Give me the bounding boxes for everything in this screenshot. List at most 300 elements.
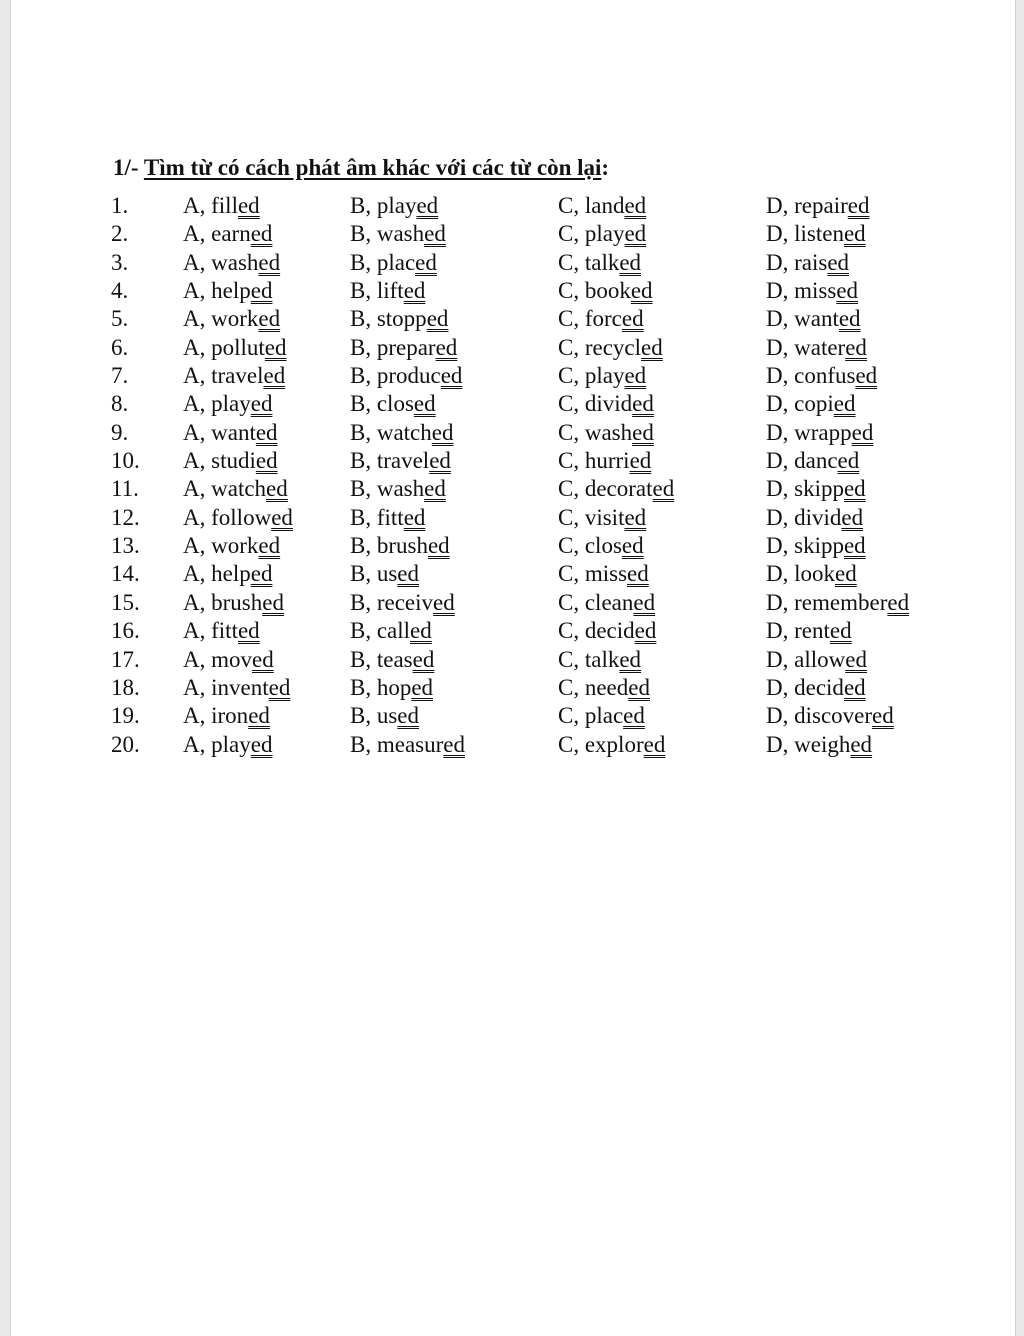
option-d [766, 617, 852, 645]
option-word-stem: wrapp [794, 419, 852, 445]
exercise-heading [113, 155, 609, 181]
option-label: B, [350, 221, 377, 247]
option-d [766, 475, 866, 503]
option-word-suffix: ed [838, 306, 861, 332]
option-word-stem: play [376, 193, 417, 218]
option-b [350, 192, 438, 220]
option-word-stem: wash [376, 221, 425, 247]
option-word-stem: remember [794, 589, 888, 615]
option-word-stem: need [584, 674, 629, 700]
option-word-stem: confus [794, 363, 856, 389]
option-word-suffix: ed [413, 391, 436, 417]
option-d [766, 504, 863, 532]
option-label: C, [558, 306, 585, 332]
question-number: 2. [111, 221, 129, 247]
option-d [766, 646, 867, 674]
option-word-suffix: ed [619, 646, 642, 672]
option-word-stem: call [376, 618, 411, 644]
option-word-suffix: ed [252, 646, 274, 672]
option-word-suffix: ed [264, 334, 287, 360]
option-word-suffix: ed [427, 533, 450, 559]
option-word-suffix: ed [443, 731, 465, 757]
question-number: 5. [111, 306, 129, 332]
option-word-suffix: ed [403, 504, 426, 530]
option-word-stem: follow [211, 504, 272, 530]
option-label: C, [558, 391, 585, 417]
option-word-suffix: ed [641, 334, 663, 360]
option-d [766, 220, 866, 248]
option-a [183, 589, 284, 617]
option-word-suffix: ed [624, 504, 647, 530]
option-word-suffix: ed [435, 334, 458, 360]
option-c [558, 362, 646, 390]
option-word-stem: discover [794, 703, 873, 729]
option-word-stem: listen [794, 221, 844, 247]
option-word-suffix: ed [255, 419, 278, 445]
option-d [766, 532, 866, 560]
option-word-suffix: ed [412, 646, 435, 672]
option-label: A, [183, 334, 212, 360]
option-word-stem: weigh [794, 731, 851, 757]
option-word-suffix: ed [237, 193, 260, 218]
question-number: 18. [111, 674, 140, 700]
option-label: A, [183, 731, 212, 757]
option-word-stem: talk [584, 646, 620, 672]
option-word-stem: help [211, 561, 251, 587]
option-b [350, 334, 457, 362]
option-word-stem: recycl [584, 334, 642, 360]
option-label: B, [350, 533, 377, 559]
question-number: 14. [111, 561, 140, 587]
option-b [350, 646, 434, 674]
option-word-stem: skipp [794, 533, 844, 559]
option-a [183, 617, 260, 645]
option-word-suffix: ed [847, 193, 870, 218]
option-label: A, [183, 646, 212, 672]
option-label: D, [766, 731, 795, 757]
option-word-suffix: ed [836, 278, 859, 304]
option-b [350, 447, 451, 475]
option-label: D, [766, 448, 795, 474]
option-word-stem: produc [376, 363, 441, 389]
option-d [766, 447, 859, 475]
option-word-suffix: ed [624, 221, 647, 247]
option-a [183, 646, 274, 674]
option-word-suffix: ed [630, 278, 653, 304]
option-label: C, [558, 703, 585, 729]
option-word-suffix: ed [827, 249, 850, 275]
option-word-stem: miss [584, 561, 628, 587]
option-c [558, 305, 644, 333]
option-b [350, 305, 448, 333]
option-a [183, 192, 260, 220]
option-word-suffix: ed [872, 703, 894, 729]
question-number: 10. [111, 448, 140, 474]
option-label: B, [350, 363, 377, 389]
option-word-stem: explor [584, 731, 644, 757]
option-c [558, 447, 651, 475]
option-word-suffix: ed [416, 193, 439, 218]
option-word-stem: look [794, 561, 836, 587]
option-label: D, [766, 703, 795, 729]
option-word-suffix: ed [851, 419, 874, 445]
option-word-stem: want [794, 306, 839, 332]
option-label: C, [558, 561, 585, 587]
option-a [183, 447, 278, 475]
option-label: B, [350, 193, 377, 218]
question-number: 8. [111, 391, 129, 417]
option-word-suffix: ed [258, 306, 281, 332]
option-label: D, [766, 674, 795, 700]
option-word-suffix: ed [627, 561, 649, 587]
option-label: C, [558, 419, 585, 445]
option-a [183, 249, 280, 277]
option-word-suffix: ed [833, 391, 856, 417]
option-word-stem: clos [376, 391, 414, 417]
option-label: A, [183, 448, 212, 474]
option-word-stem: visit [584, 504, 625, 530]
option-label: D, [766, 193, 795, 218]
option-word-stem: repair [794, 193, 848, 218]
option-word-stem: play [211, 391, 251, 417]
heading-title: Tìm từ có cách phát âm khác với các từ còn lại [143, 155, 602, 180]
option-label: B, [350, 334, 377, 360]
option-d [766, 674, 866, 702]
option-word-stem: receiv [376, 589, 434, 615]
option-label: A, [183, 561, 212, 587]
option-label: B, [350, 306, 377, 332]
option-label: C, [558, 221, 585, 247]
option-word-stem: prepar [376, 334, 436, 360]
option-label: C, [558, 533, 585, 559]
option-word-suffix: ed [629, 448, 652, 474]
option-a [183, 475, 288, 503]
option-word-stem: invent [211, 674, 269, 700]
option-c [558, 277, 653, 305]
option-a [183, 220, 272, 248]
option-label: B, [350, 618, 377, 644]
option-word-stem: play [584, 363, 625, 389]
option-b [350, 589, 455, 617]
option-label: D, [766, 504, 795, 530]
document-page [10, 0, 1016, 1336]
option-label: C, [558, 731, 585, 757]
option-c [558, 192, 646, 220]
option-word-suffix: ed [845, 334, 867, 360]
option-word-stem: brush [376, 533, 428, 559]
option-label: D, [766, 334, 795, 360]
question-number: 7. [111, 363, 129, 389]
option-word-stem: water [794, 334, 846, 360]
option-label: D, [766, 561, 795, 587]
option-word-stem: us [376, 561, 398, 587]
option-label: A, [183, 221, 212, 247]
option-word-suffix: ed [397, 561, 420, 587]
option-word-stem: fitt [211, 618, 238, 644]
option-label: B, [350, 278, 377, 304]
option-word-suffix: ed [632, 419, 654, 445]
option-word-suffix: ed [843, 221, 866, 247]
option-label: D, [766, 646, 795, 672]
option-label: B, [350, 674, 377, 700]
option-word-suffix: ed [258, 533, 281, 559]
option-word-suffix: ed [268, 674, 291, 700]
option-label: A, [183, 533, 212, 559]
option-word-stem: decid [584, 618, 635, 644]
option-word-stem: watch [211, 476, 267, 502]
option-b [350, 277, 425, 305]
option-word-suffix: ed [440, 363, 463, 389]
option-d [766, 249, 849, 277]
option-word-suffix: ed [429, 448, 451, 474]
question-number: 6. [111, 334, 129, 360]
option-word-suffix: ed [410, 618, 432, 644]
option-d [766, 731, 872, 759]
option-b [350, 674, 433, 702]
option-c [558, 731, 665, 759]
option-word-suffix: ed [850, 731, 873, 757]
question-number: 4. [111, 278, 129, 304]
option-word-stem: allow [794, 646, 846, 672]
option-word-stem: book [584, 278, 631, 304]
option-word-stem: copi [794, 391, 834, 417]
option-a [183, 731, 272, 759]
option-label: A, [183, 391, 212, 417]
option-d [766, 702, 894, 730]
option-word-stem: plac [584, 703, 624, 729]
option-word-suffix: ed [841, 504, 864, 530]
option-word-stem: clos [584, 533, 622, 559]
option-c [558, 475, 674, 503]
option-d [766, 560, 857, 588]
option-label: A, [183, 419, 212, 445]
option-b [350, 220, 446, 248]
option-word-suffix: ed [424, 221, 446, 247]
option-label: B, [350, 646, 377, 672]
option-a [183, 504, 293, 532]
question-number: 1. [111, 193, 129, 218]
question-number: 20. [111, 731, 140, 757]
option-word-stem: rais [794, 249, 828, 275]
question-number: 11. [111, 476, 139, 502]
option-word-suffix: ed [628, 674, 650, 700]
option-word-suffix: ed [632, 391, 654, 417]
option-label: B, [350, 703, 377, 729]
option-word-stem: hop [376, 674, 412, 700]
option-word-stem: pollut [211, 334, 265, 360]
option-b [350, 731, 465, 759]
option-label: C, [558, 589, 585, 615]
option-word-stem: clean [584, 589, 634, 615]
option-word-suffix: ed [837, 448, 860, 474]
option-label: C, [558, 448, 585, 474]
option-word-suffix: ed [621, 533, 644, 559]
option-label: B, [350, 731, 377, 757]
option-word-stem: work [211, 306, 259, 332]
option-label: A, [183, 193, 212, 218]
option-c [558, 617, 656, 645]
option-word-stem: land [584, 193, 625, 218]
option-label: D, [766, 306, 795, 332]
option-a [183, 532, 280, 560]
option-label: B, [350, 419, 377, 445]
option-label: C, [558, 476, 585, 502]
option-word-suffix: ed [634, 618, 657, 644]
option-label: D, [766, 278, 795, 304]
option-word-suffix: ed [843, 533, 866, 559]
option-a [183, 362, 285, 390]
option-d [766, 334, 867, 362]
option-label: A, [183, 476, 212, 502]
option-label: C, [558, 646, 585, 672]
option-word-stem: wash [211, 249, 259, 275]
question-number: 3. [111, 249, 129, 275]
option-d [766, 419, 873, 447]
option-b [350, 532, 450, 560]
option-word-stem: us [376, 703, 398, 729]
heading-prefix: 1/- [113, 155, 144, 180]
option-c [558, 419, 654, 447]
option-label: B, [350, 476, 377, 502]
option-b [350, 702, 419, 730]
option-b [350, 617, 432, 645]
option-word-suffix: ed [829, 618, 852, 644]
option-d [766, 589, 909, 617]
option-label: A, [183, 674, 212, 700]
option-word-stem: earn [211, 221, 251, 247]
option-label: B, [350, 504, 377, 530]
option-label: D, [766, 533, 795, 559]
option-word-stem: teas [376, 646, 413, 672]
option-word-suffix: ed [266, 476, 288, 502]
option-label: A, [183, 618, 212, 644]
option-b [350, 419, 453, 447]
option-label: B, [350, 561, 377, 587]
option-label: A, [183, 306, 212, 332]
option-a [183, 305, 280, 333]
question-number: 13. [111, 533, 140, 559]
option-d [766, 277, 858, 305]
option-a [183, 277, 272, 305]
option-a [183, 334, 287, 362]
option-word-suffix: ed [431, 419, 454, 445]
option-a [183, 390, 272, 418]
option-d [766, 362, 877, 390]
option-word-suffix: ed [250, 391, 273, 417]
option-label: C, [558, 363, 585, 389]
option-word-stem: play [211, 731, 251, 757]
option-c [558, 334, 663, 362]
option-b [350, 475, 446, 503]
option-word-stem: fitt [376, 504, 404, 530]
option-d [766, 305, 861, 333]
option-word-suffix: ed [652, 476, 675, 502]
option-label: C, [558, 193, 585, 218]
option-word-suffix: ed [624, 363, 647, 389]
option-word-suffix: ed [250, 731, 273, 757]
option-b [350, 249, 437, 277]
option-word-suffix: ed [624, 193, 647, 218]
option-a [183, 419, 278, 447]
option-label: A, [183, 363, 212, 389]
option-label: A, [183, 589, 212, 615]
option-label: B, [350, 589, 377, 615]
option-word-suffix: ed [250, 221, 273, 247]
option-word-stem: help [211, 278, 251, 304]
option-label: D, [766, 419, 795, 445]
option-word-suffix: ed [619, 249, 642, 275]
option-word-stem: stopp [376, 306, 427, 332]
option-word-stem: wash [584, 419, 633, 445]
option-a [183, 702, 270, 730]
option-word-suffix: ed [835, 561, 857, 587]
option-label: C, [558, 504, 585, 530]
option-word-stem: lift [376, 278, 404, 304]
option-label: D, [766, 221, 795, 247]
option-b [350, 560, 419, 588]
option-label: A, [183, 278, 212, 304]
question-number: 17. [111, 646, 140, 672]
question-number: 15. [111, 589, 140, 615]
option-c [558, 560, 649, 588]
option-word-suffix: ed [424, 476, 446, 502]
option-label: D, [766, 618, 795, 644]
option-word-suffix: ed [843, 674, 866, 700]
option-word-suffix: ed [415, 249, 437, 275]
option-word-stem: plac [376, 249, 416, 275]
option-word-stem: mov [211, 646, 253, 672]
option-word-suffix: ed [843, 476, 866, 502]
option-word-suffix: ed [237, 618, 260, 644]
question-number: 9. [111, 419, 129, 445]
option-word-stem: decid [794, 674, 844, 700]
option-label: C, [558, 249, 585, 275]
option-c [558, 702, 645, 730]
option-b [350, 362, 462, 390]
option-c [558, 674, 650, 702]
option-word-suffix: ed [263, 363, 286, 389]
option-word-suffix: ed [621, 306, 644, 332]
option-c [558, 589, 655, 617]
option-word-stem: want [211, 419, 256, 445]
option-label: D, [766, 363, 795, 389]
option-c [558, 249, 641, 277]
option-a [183, 560, 272, 588]
option-word-stem: rent [794, 618, 830, 644]
option-label: A, [183, 703, 212, 729]
option-c [558, 220, 646, 248]
option-label: B, [350, 249, 377, 275]
option-c [558, 532, 644, 560]
option-word-suffix: ed [248, 703, 270, 729]
option-label: C, [558, 618, 585, 644]
option-word-suffix: ed [855, 363, 878, 389]
option-c [558, 390, 654, 418]
question-number: 19. [111, 703, 140, 729]
option-word-suffix: ed [845, 646, 867, 672]
option-word-suffix: ed [623, 703, 645, 729]
option-word-suffix: ed [255, 448, 278, 474]
option-label: D, [766, 249, 795, 275]
option-label: A, [183, 504, 212, 530]
option-word-stem: talk [584, 249, 620, 275]
option-word-stem: studi [211, 448, 256, 474]
option-word-stem: travel [376, 448, 430, 474]
option-word-suffix: ed [258, 249, 281, 275]
option-word-suffix: ed [426, 306, 449, 332]
option-word-stem: hurri [584, 448, 630, 474]
option-word-stem: wash [376, 476, 425, 502]
